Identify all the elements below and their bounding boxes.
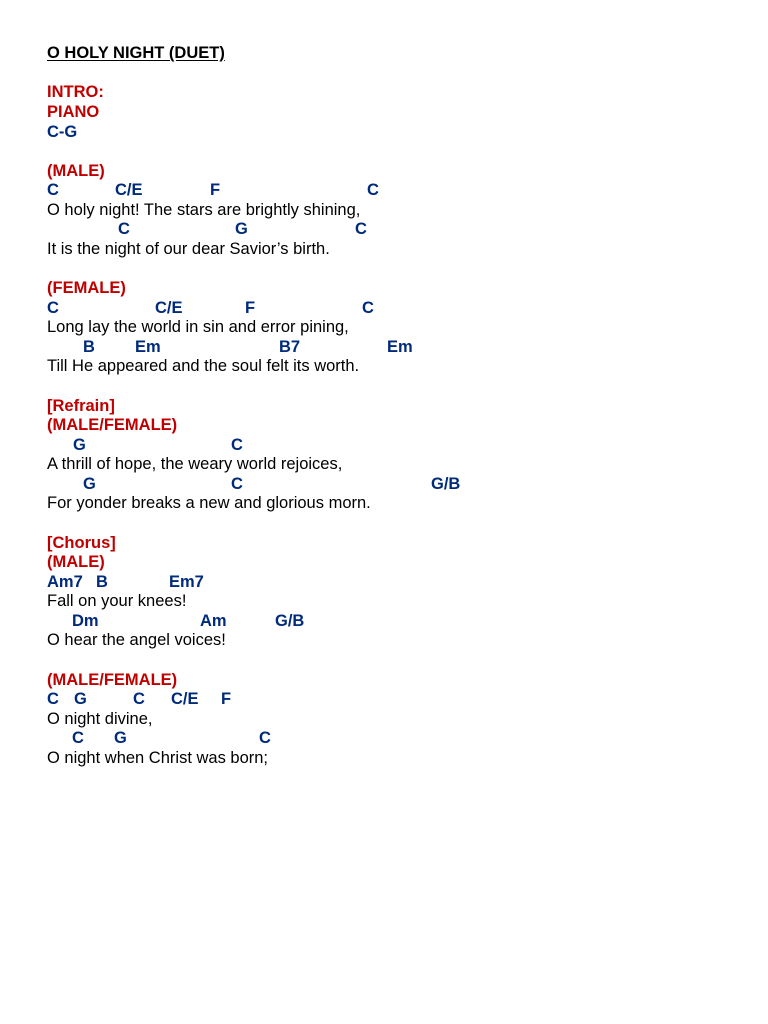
lyric-line: Long lay the world in sin and error pining,	[47, 318, 349, 336]
section-label-chorus: [Chorus]	[47, 534, 116, 552]
lyric-line: It is the night of our dear Savior’s birth.	[47, 240, 330, 258]
chord-line	[47, 435, 727, 455]
chord: B7	[279, 338, 301, 356]
chord: Am7	[47, 573, 83, 591]
chord: Em	[135, 338, 161, 356]
chord-line	[47, 337, 727, 357]
lyric-line: O night divine,	[47, 710, 153, 728]
chord: G/B	[275, 612, 305, 630]
chord-line	[47, 180, 727, 200]
chord: C	[231, 475, 243, 493]
chord: C	[231, 436, 243, 454]
section-voices-chorus: (MALE)	[47, 553, 105, 571]
chord: C	[47, 299, 59, 317]
chord: F	[221, 690, 232, 708]
chord: G	[83, 475, 96, 493]
section-label-refrain: [Refrain]	[47, 397, 115, 415]
chord: C	[355, 220, 367, 238]
lyric-line: A thrill of hope, the weary world rejoices,	[47, 455, 343, 473]
intro-chords: C-G	[47, 123, 78, 141]
lyric-line: O holy night! The stars are brightly shining,	[47, 201, 361, 219]
chord: C/E	[155, 299, 183, 317]
section-voices-finale: (MALE/FEMALE)	[47, 671, 178, 689]
chord: C	[47, 181, 59, 199]
chord-line	[47, 689, 727, 709]
intro-label: INTRO:	[47, 83, 104, 101]
lyric-line: Till He appeared and the soul felt its worth.	[47, 357, 360, 375]
chord-line	[47, 298, 727, 318]
chord: B	[96, 573, 108, 591]
chord-line	[47, 611, 727, 631]
chord-line	[47, 219, 727, 239]
chord: Am	[200, 612, 227, 630]
chord: G	[74, 690, 87, 708]
section-label-female: (FEMALE)	[47, 279, 126, 297]
song-title: O HOLY NIGHT (DUET)	[47, 44, 225, 62]
lyric-line: For yonder breaks a new and glorious morn.	[47, 494, 371, 512]
chord: G	[235, 220, 248, 238]
chord: F	[210, 181, 221, 199]
chord: C	[72, 729, 84, 747]
chord: Em7	[169, 573, 204, 591]
chord: C	[47, 690, 59, 708]
chord: C	[118, 220, 130, 238]
chord: C	[133, 690, 145, 708]
section-label-male: (MALE)	[47, 162, 105, 180]
lyric-line: Fall on your knees!	[47, 592, 187, 610]
lyric-line: O hear the angel voices!	[47, 631, 226, 649]
chord: Dm	[72, 612, 99, 630]
chord: G	[114, 729, 127, 747]
chord: C/E	[171, 690, 199, 708]
chord: F	[245, 299, 256, 317]
chord: C	[367, 181, 379, 199]
chord-line	[47, 728, 727, 748]
chord-line	[47, 474, 727, 494]
chord: Em	[387, 338, 413, 356]
chord: G/B	[431, 475, 461, 493]
section-voices-refrain: (MALE/FEMALE)	[47, 416, 178, 434]
chord: C/E	[115, 181, 143, 199]
chord: C	[259, 729, 271, 747]
chord: G	[73, 436, 86, 454]
lyric-line: O night when Christ was born;	[47, 749, 269, 767]
intro-instrument: PIANO	[47, 103, 100, 121]
chord: C	[362, 299, 374, 317]
chord: B	[83, 338, 95, 356]
chord-line	[47, 572, 727, 592]
